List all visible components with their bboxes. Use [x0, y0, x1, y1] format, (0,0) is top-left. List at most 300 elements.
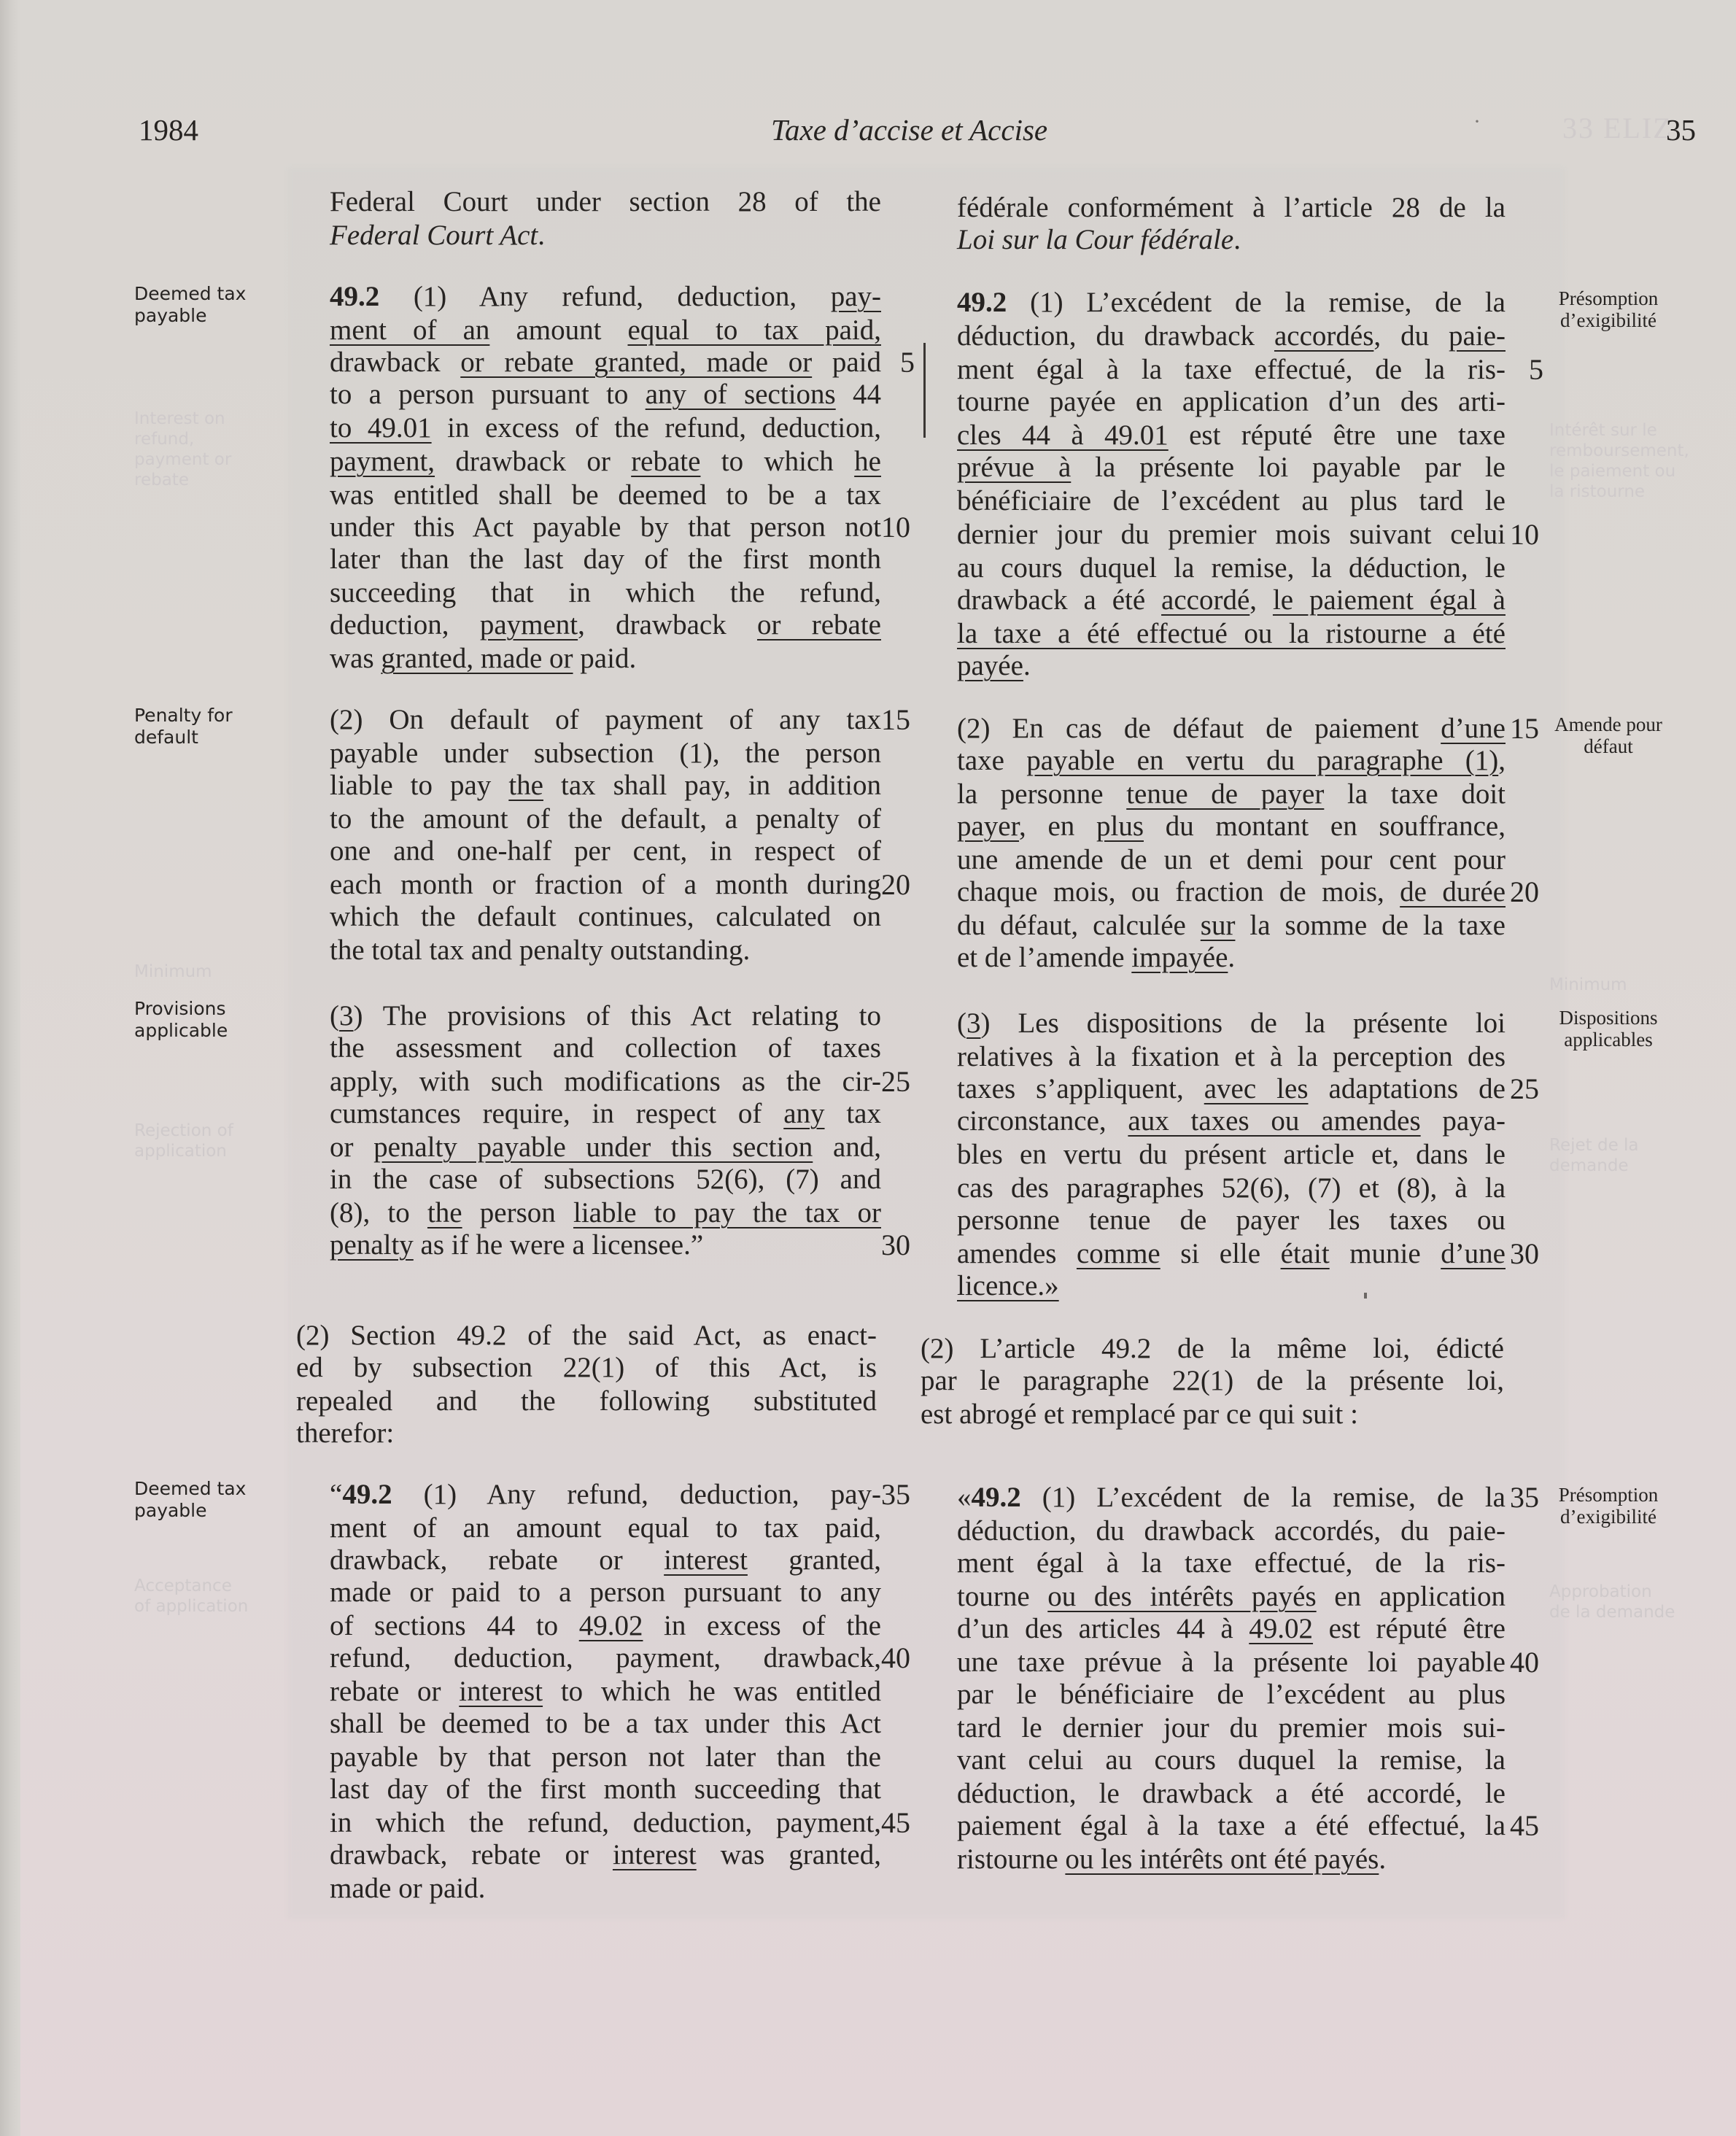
line-number-left: 25 — [881, 1065, 910, 1098]
english-text-run: under this Act payable by that person not — [330, 511, 881, 543]
english-text-line — [330, 219, 881, 252]
french-text-run: avec les — [1204, 1073, 1309, 1104]
french-text-run: taxes s’appliquent, — [957, 1073, 1204, 1104]
english-text-run: the — [508, 770, 543, 801]
line-number-right: 25 — [1510, 1072, 1539, 1105]
line-number-left: 40 — [881, 1641, 910, 1674]
english-text-line — [330, 1544, 881, 1577]
english-text-run: , drawback — [578, 609, 757, 641]
french-text-line — [957, 1678, 1506, 1711]
header-year: 1984 — [139, 113, 198, 147]
bleed-note-left: Minimum — [134, 962, 212, 981]
french-text-run: la taxe a été effectué ou la ristourne a été — [957, 618, 1506, 649]
french-text-line — [957, 1547, 1506, 1580]
french-text-run: paiement égal à la taxe a été effectué, la — [957, 1810, 1506, 1841]
english-text-run: Federal Court under section 28 of the — [330, 186, 881, 217]
english-text-run: payment — [479, 609, 578, 641]
french-text-line — [957, 1481, 1506, 1514]
french-text-run: . — [1379, 1843, 1387, 1875]
english-text-line — [330, 999, 881, 1033]
english-text-line — [330, 1065, 881, 1099]
french-text-run: de durée — [1400, 876, 1506, 908]
english-text-run: 3 — [339, 1000, 354, 1032]
french-text-run: payée — [957, 650, 1023, 681]
english-text-run: last day of the first month succeeding that — [330, 1773, 881, 1805]
english-text-line — [330, 900, 881, 934]
french-text-run: (1) L’excédent de la remise, de la — [1020, 1482, 1506, 1513]
french-text-run: licence.» — [957, 1270, 1059, 1301]
english-text-run: later than the last day of the first month — [330, 543, 881, 575]
english-text-run: ) The provisions of this Act relating to — [353, 1000, 881, 1032]
line-number-left: 35 — [881, 1478, 910, 1511]
english-text-run: . — [538, 220, 545, 251]
french-text-run: une taxe prévue à la présente loi payable — [957, 1646, 1506, 1678]
english-text-line — [330, 280, 881, 314]
english-text-run: interest — [612, 1839, 697, 1870]
header-page-number: 35 — [1666, 113, 1696, 147]
english-text-line — [330, 1641, 881, 1675]
english-text-run: 49.2 — [330, 281, 380, 312]
english-text-run: (1) Any refund, deduction, — [379, 281, 831, 312]
english-text-run: interest — [459, 1676, 543, 1707]
english-text-run: as if he were a licensee.” — [413, 1229, 704, 1261]
french-text-run: « — [957, 1482, 972, 1513]
french-text-run: la somme de la taxe — [1235, 910, 1506, 941]
french-text-run: ou des intérêts payés — [1047, 1581, 1317, 1612]
french-text-run: est réputé être une taxe — [1168, 419, 1506, 451]
english-text-line — [296, 1319, 877, 1353]
french-text-line — [957, 744, 1506, 778]
french-text-run: drawback a été — [957, 584, 1162, 616]
bleed-note-left: Rejection of application — [134, 1121, 233, 1161]
english-text-run: 49.02 — [578, 1610, 643, 1641]
english-text-run: (2) Section 49.2 of the said Act, as enact- — [296, 1320, 877, 1351]
english-text-run: therefor: — [296, 1417, 395, 1449]
french-text-run: déduction, du drawback accordés, du paie- — [957, 1515, 1506, 1547]
french-text-line — [957, 1514, 1506, 1548]
header-dot: · — [1473, 109, 1481, 134]
french-text-line — [957, 1040, 1506, 1074]
english-text-line — [330, 802, 881, 836]
french-text-run: payer — [957, 810, 1020, 842]
english-text-line — [330, 576, 881, 610]
french-text-line — [957, 649, 1506, 683]
english-text-run: cumstances require, in respect of — [330, 1098, 784, 1129]
french-text-line — [957, 1809, 1506, 1843]
english-text-run: ( — [330, 1000, 339, 1032]
french-text-line — [921, 1332, 1504, 1366]
french-text-line — [957, 584, 1506, 617]
english-text-line — [330, 314, 881, 347]
english-text-line — [330, 511, 881, 544]
header-title: Taxe d’accise et Accise — [771, 113, 1048, 147]
english-text-run: drawback, rebate or — [330, 1544, 664, 1576]
english-text-run: (2) On default of payment of any tax — [330, 704, 881, 735]
line-number-right: 5 — [1529, 353, 1543, 386]
english-text-line — [330, 1838, 881, 1872]
french-text-run: accordé — [1161, 584, 1250, 616]
french-text-run: , du — [1373, 320, 1449, 352]
english-text-run: “ — [330, 1479, 343, 1510]
french-text-run: plus — [1096, 810, 1144, 842]
french-text-run: accordés — [1274, 320, 1374, 352]
english-text-line — [330, 1228, 881, 1262]
english-text-run: equal to tax paid, — [627, 314, 881, 346]
french-text-run: une amende de un et demi pour cent pour — [957, 844, 1506, 875]
french-text-run: circonstance, — [957, 1105, 1128, 1137]
english-text-run: or rebate granted, made or — [460, 347, 813, 378]
english-text-run: and, — [813, 1131, 882, 1163]
french-text-line — [957, 1269, 1506, 1303]
french-text-line — [957, 1237, 1506, 1271]
english-text-run: Federal Court Act — [330, 220, 538, 251]
english-text-run: (8), to — [330, 1197, 427, 1228]
page-edge — [0, 0, 20, 2136]
english-text-run: person — [462, 1197, 573, 1228]
english-text-run: drawback — [330, 347, 461, 378]
bleed-note-right: Rejet de la demande — [1549, 1136, 1639, 1175]
french-text-line — [957, 1843, 1506, 1876]
margin-note-left: Deemed tax payable — [134, 1478, 247, 1521]
english-text-run: paid. — [573, 643, 637, 674]
french-text-run: , — [1498, 745, 1506, 776]
english-text-run: was — [330, 643, 381, 674]
line-number-right: 35 — [1510, 1481, 1539, 1514]
english-text-run: granted, — [747, 1544, 881, 1576]
french-text-line — [957, 353, 1506, 387]
english-text-run: apply, with such modifications as the cir- — [330, 1066, 881, 1097]
french-text-run: par le bénéficiaire de l’excédent au plus — [957, 1679, 1506, 1710]
margin-note-right: Présomption d’exigibilité — [1558, 287, 1659, 331]
french-text-run: . — [1023, 650, 1031, 681]
english-text-line — [330, 1806, 881, 1840]
french-text-run: tard le dernier jour du premier mois sui- — [957, 1712, 1506, 1744]
french-text-line — [957, 320, 1506, 353]
english-text-run: he — [854, 446, 881, 477]
english-text-run: which the default continues, calculated on — [330, 901, 881, 932]
french-text-line — [957, 1777, 1506, 1811]
line-number-right: 15 — [1510, 712, 1539, 745]
french-text-run: déduction, du drawback — [957, 320, 1274, 352]
french-text-line — [957, 843, 1506, 877]
english-text-run: the assessment and collection of taxes — [330, 1032, 881, 1064]
french-text-run: relatives à la fixation et à la perception des — [957, 1041, 1506, 1072]
english-text-run: the total tax and penalty outstanding. — [330, 934, 751, 966]
english-text-run: ed by subsection 22(1) of this Act, is — [296, 1352, 877, 1383]
english-text-run: succeeding that in which the refund, — [330, 577, 881, 608]
french-text-line — [921, 1364, 1504, 1398]
french-text-run: fédérale conformément à l’article 28 de la — [957, 192, 1506, 223]
french-text-line — [957, 1072, 1506, 1106]
english-text-line — [296, 1351, 877, 1385]
english-text-run: pay- — [830, 281, 881, 312]
french-text-line — [957, 1580, 1506, 1614]
english-text-line — [330, 543, 881, 576]
french-text-line — [957, 909, 1506, 943]
french-text-line — [957, 875, 1506, 909]
english-text-run: any of sections — [645, 379, 836, 410]
line-number-left: 5 — [900, 346, 915, 379]
french-text-line — [957, 1104, 1506, 1138]
french-text-line — [957, 941, 1506, 975]
english-text-run: repealed and the following substituted — [296, 1385, 877, 1417]
french-text-run: . — [1228, 942, 1236, 973]
french-text-line — [957, 1711, 1506, 1745]
french-text-run: était — [1280, 1238, 1330, 1269]
english-text-line — [330, 1741, 881, 1774]
english-text-run: in excess of the — [643, 1610, 881, 1641]
french-text-line — [957, 778, 1506, 811]
english-text-line — [330, 1478, 881, 1512]
english-text-run: 49.2 — [342, 1479, 392, 1510]
english-text-run: paid — [812, 347, 881, 378]
english-text-run: was granted, — [696, 1839, 881, 1870]
french-text-run: munie — [1329, 1238, 1441, 1269]
french-text-run: du montant en souffrance, — [1144, 810, 1506, 842]
english-text-line — [330, 703, 881, 737]
french-text-run: 49.02 — [1249, 1613, 1314, 1644]
english-text-run: liable to pay — [330, 770, 509, 801]
english-text-line — [330, 1032, 881, 1065]
french-text-line — [921, 1398, 1504, 1431]
french-text-run: tourne payée en application d’un des arti- — [957, 386, 1506, 417]
english-text-run: tax shall pay, in addition — [543, 770, 882, 801]
english-text-run: ment of an — [330, 314, 490, 346]
french-text-run: . — [1233, 224, 1241, 255]
line-number-left: 30 — [881, 1228, 910, 1261]
french-text-run: le paiement égal à — [1272, 584, 1506, 616]
french-text-run: , — [1249, 584, 1273, 616]
english-text-run: penalty payable under this section — [373, 1131, 813, 1163]
english-text-run: to which — [700, 446, 855, 477]
english-text-run: of sections 44 to — [330, 1610, 579, 1641]
french-text-run: d’un des articles 44 à — [957, 1613, 1249, 1644]
french-text-run: prévue à — [957, 452, 1072, 483]
french-text-run: amendes — [957, 1238, 1077, 1269]
english-text-run: to the amount of the default, a penalty of — [330, 803, 881, 835]
bleed-note-right: Approbation de la demande — [1549, 1582, 1675, 1622]
english-text-run: payable by that person not later than the — [330, 1741, 881, 1773]
line-number-left: 45 — [881, 1806, 910, 1839]
french-text-run: ( — [957, 1007, 966, 1039]
french-text-run: si elle — [1160, 1238, 1281, 1269]
english-text-run: granted, made or — [381, 643, 573, 674]
french-text-run: taxe — [957, 745, 1027, 776]
french-text-line — [957, 1138, 1506, 1172]
french-text-line — [957, 484, 1506, 518]
bleed-note-right: Intérêt sur le remboursement, le paiement ou la ristourne — [1549, 421, 1689, 501]
french-text-run: Loi sur la Cour fédérale — [957, 224, 1234, 255]
english-text-line — [296, 1385, 877, 1418]
english-text-line — [330, 1512, 881, 1545]
french-text-run: payable en vertu du paragraphe (1) — [1026, 745, 1499, 776]
english-text-line — [330, 185, 881, 219]
french-text-run: la présente loi payable par le — [1071, 452, 1506, 483]
english-text-run: drawback or — [435, 446, 632, 477]
margin-note-right: Présomption d’exigibilité — [1558, 1484, 1659, 1528]
english-text-run: payable under subsection (1), the person — [330, 738, 881, 769]
french-text-run: aux taxes ou amendes — [1128, 1105, 1421, 1137]
english-text-run: amount — [489, 314, 628, 346]
english-text-line — [330, 1131, 881, 1164]
french-text-line — [957, 1172, 1506, 1205]
french-text-run: en application — [1316, 1581, 1506, 1612]
english-text-line — [330, 868, 881, 902]
french-text-run: bles en vertu du présent article et, dans le — [957, 1139, 1506, 1170]
english-text-line — [330, 608, 881, 642]
french-text-run: personne tenue de payer les taxes ou — [957, 1204, 1506, 1236]
english-text-run: was entitled shall be deemed to be a tax — [330, 479, 881, 511]
line-number-left: 15 — [881, 703, 910, 736]
english-text-run: or — [330, 1131, 374, 1163]
french-text-run: (2) En cas de défaut de paiement — [957, 713, 1441, 744]
bleed-note-right: Minimum — [1549, 975, 1627, 994]
french-text-run: paya- — [1420, 1105, 1506, 1137]
french-text-run: la personne — [957, 778, 1127, 810]
english-text-line — [330, 1576, 881, 1609]
french-text-run: au cours duquel la remise, la déduction, le — [957, 552, 1506, 584]
french-text-run: la taxe doit — [1324, 778, 1506, 810]
french-text-run: 49.2 — [957, 287, 1007, 318]
french-text-line — [957, 286, 1506, 320]
margin-note-right: Dispositions applicables — [1559, 1007, 1658, 1050]
english-text-run: refund, deduction, payment, drawback, — [330, 1642, 881, 1673]
french-text-line — [957, 191, 1506, 225]
english-text-line — [330, 1196, 881, 1230]
english-text-run: liable to pay the tax or — [573, 1197, 881, 1228]
french-text-run: (2) L’article 49.2 de la même loi, édicté — [921, 1333, 1504, 1364]
french-text-line — [957, 1744, 1506, 1777]
english-text-run: rebate — [631, 446, 701, 477]
english-text-run: drawback, rebate or — [330, 1839, 613, 1870]
english-text-run: to 49.01 — [330, 412, 432, 444]
margin-note-left: Penalty for default — [134, 705, 233, 748]
english-text-run: penalty — [330, 1229, 414, 1261]
english-text-line — [330, 642, 881, 676]
bleed-note-left: Interest on refund, payment or rebate — [134, 409, 232, 490]
line-number-right: 40 — [1510, 1646, 1539, 1679]
line-number-right: 20 — [1510, 875, 1539, 908]
english-text-run: or rebate — [756, 609, 881, 641]
french-text-run: adaptations de — [1308, 1073, 1506, 1104]
french-text-line — [957, 617, 1506, 651]
line-number-left: 10 — [881, 511, 910, 543]
french-text-run: par le paragraphe 22(1) de la présente loi, — [921, 1365, 1504, 1396]
french-text-run: ment égal à la taxe effectué, de la ris- — [957, 354, 1506, 385]
french-text-run: cles 44 à 49.01 — [957, 419, 1169, 451]
english-text-line — [330, 934, 881, 967]
french-text-line — [957, 810, 1506, 843]
french-text-line — [957, 712, 1506, 746]
english-text-line — [330, 1675, 881, 1709]
french-text-line — [957, 223, 1506, 257]
english-text-line — [330, 411, 881, 445]
change-bar — [923, 343, 926, 438]
french-text-run: et de l’amende — [957, 942, 1132, 973]
english-text-run: to which he was entitled — [543, 1676, 881, 1707]
french-text-run: vant celui au cours duquel la remise, la — [957, 1744, 1506, 1776]
english-text-run: payment, — [330, 446, 435, 477]
french-text-run: comme — [1076, 1238, 1160, 1269]
french-text-run: d’une — [1441, 1238, 1506, 1269]
line-number-right: 30 — [1510, 1237, 1539, 1270]
french-text-run: paie- — [1449, 320, 1506, 352]
english-text-line — [296, 1417, 877, 1450]
english-text-line — [330, 1872, 881, 1905]
french-text-run: ) Les dispositions de la présente loi — [980, 1007, 1506, 1039]
french-text-line — [957, 451, 1506, 484]
english-text-line — [330, 835, 881, 868]
french-text-run: est réputé être — [1313, 1613, 1506, 1644]
french-text-line — [957, 1204, 1506, 1237]
french-text-run: ristourne — [957, 1843, 1066, 1875]
french-text-run: 49.2 — [971, 1482, 1021, 1513]
english-text-line — [330, 1773, 881, 1806]
line-number-right: 45 — [1510, 1809, 1539, 1842]
line-number-right: 10 — [1510, 518, 1539, 551]
french-text-run: tourne — [957, 1581, 1048, 1612]
english-text-run: rebate or — [330, 1676, 460, 1707]
english-text-line — [330, 1163, 881, 1196]
french-text-run: (1) L’excédent de la remise, de la — [1007, 287, 1506, 318]
french-text-line — [957, 1007, 1506, 1040]
english-text-run: made or paid. — [330, 1873, 486, 1904]
french-text-line — [957, 1646, 1506, 1679]
speck-mark — [1364, 1293, 1367, 1299]
english-text-run: one and one-half per cent, in respect of — [330, 835, 881, 867]
english-text-line — [330, 445, 881, 479]
french-text-run: bénéficiaire de l’excédent au plus tard le — [957, 485, 1506, 516]
english-text-run: each month or fraction of a month during — [330, 869, 881, 900]
french-text-run: chaque mois, ou fraction de mois, — [957, 876, 1400, 908]
french-text-run: ment égal à la taxe effectué, de la ris- — [957, 1547, 1506, 1579]
french-text-run: cas des paragraphes 52(6), (7) et (8), à la — [957, 1172, 1506, 1204]
english-text-run: shall be deemed to be a tax under this Act — [330, 1708, 881, 1739]
english-text-run: any — [783, 1098, 825, 1129]
margin-note-left: Provisions applicable — [134, 998, 228, 1041]
english-text-line — [330, 346, 881, 379]
english-text-line — [330, 769, 881, 802]
english-text-run: (1) Any refund, deduction, pay- — [392, 1479, 881, 1510]
english-text-run: to a person pursuant to — [330, 379, 646, 410]
english-text-run: made or paid to a person pursuant to any — [330, 1576, 881, 1608]
line-number-left: 20 — [881, 868, 910, 901]
english-text-line — [330, 737, 881, 770]
header-bleed-through: 33 ELIZ — [1562, 112, 1673, 144]
french-text-line — [957, 1612, 1506, 1646]
french-text-line — [957, 518, 1506, 552]
french-text-run: impayée — [1131, 942, 1228, 973]
english-text-run: in excess of the refund, deduction, — [431, 412, 881, 444]
english-text-run: in the case of subsections 52(6), (7) and — [330, 1164, 881, 1195]
french-text-line — [957, 385, 1506, 419]
french-text-run: 3 — [966, 1007, 981, 1039]
french-text-run: est abrogé et remplacé par ce qui suit : — [921, 1398, 1358, 1430]
english-text-run: interest — [664, 1544, 748, 1576]
french-text-run: tenue de payer — [1126, 778, 1325, 810]
english-text-run: tax — [824, 1098, 881, 1129]
french-text-line — [957, 419, 1506, 452]
french-text-line — [957, 552, 1506, 585]
margin-note-right: Amende pour défaut — [1554, 713, 1662, 757]
french-text-run: sur — [1200, 910, 1236, 941]
french-text-run: déduction, le drawback a été accordé, le — [957, 1778, 1506, 1809]
margin-note-left: Deemed tax payable — [134, 283, 247, 326]
french-text-run: , en — [1019, 810, 1096, 842]
english-text-run: in which the refund, deduction, payment, — [330, 1807, 881, 1838]
english-text-line — [330, 1707, 881, 1741]
french-text-run: d’une — [1441, 713, 1506, 744]
